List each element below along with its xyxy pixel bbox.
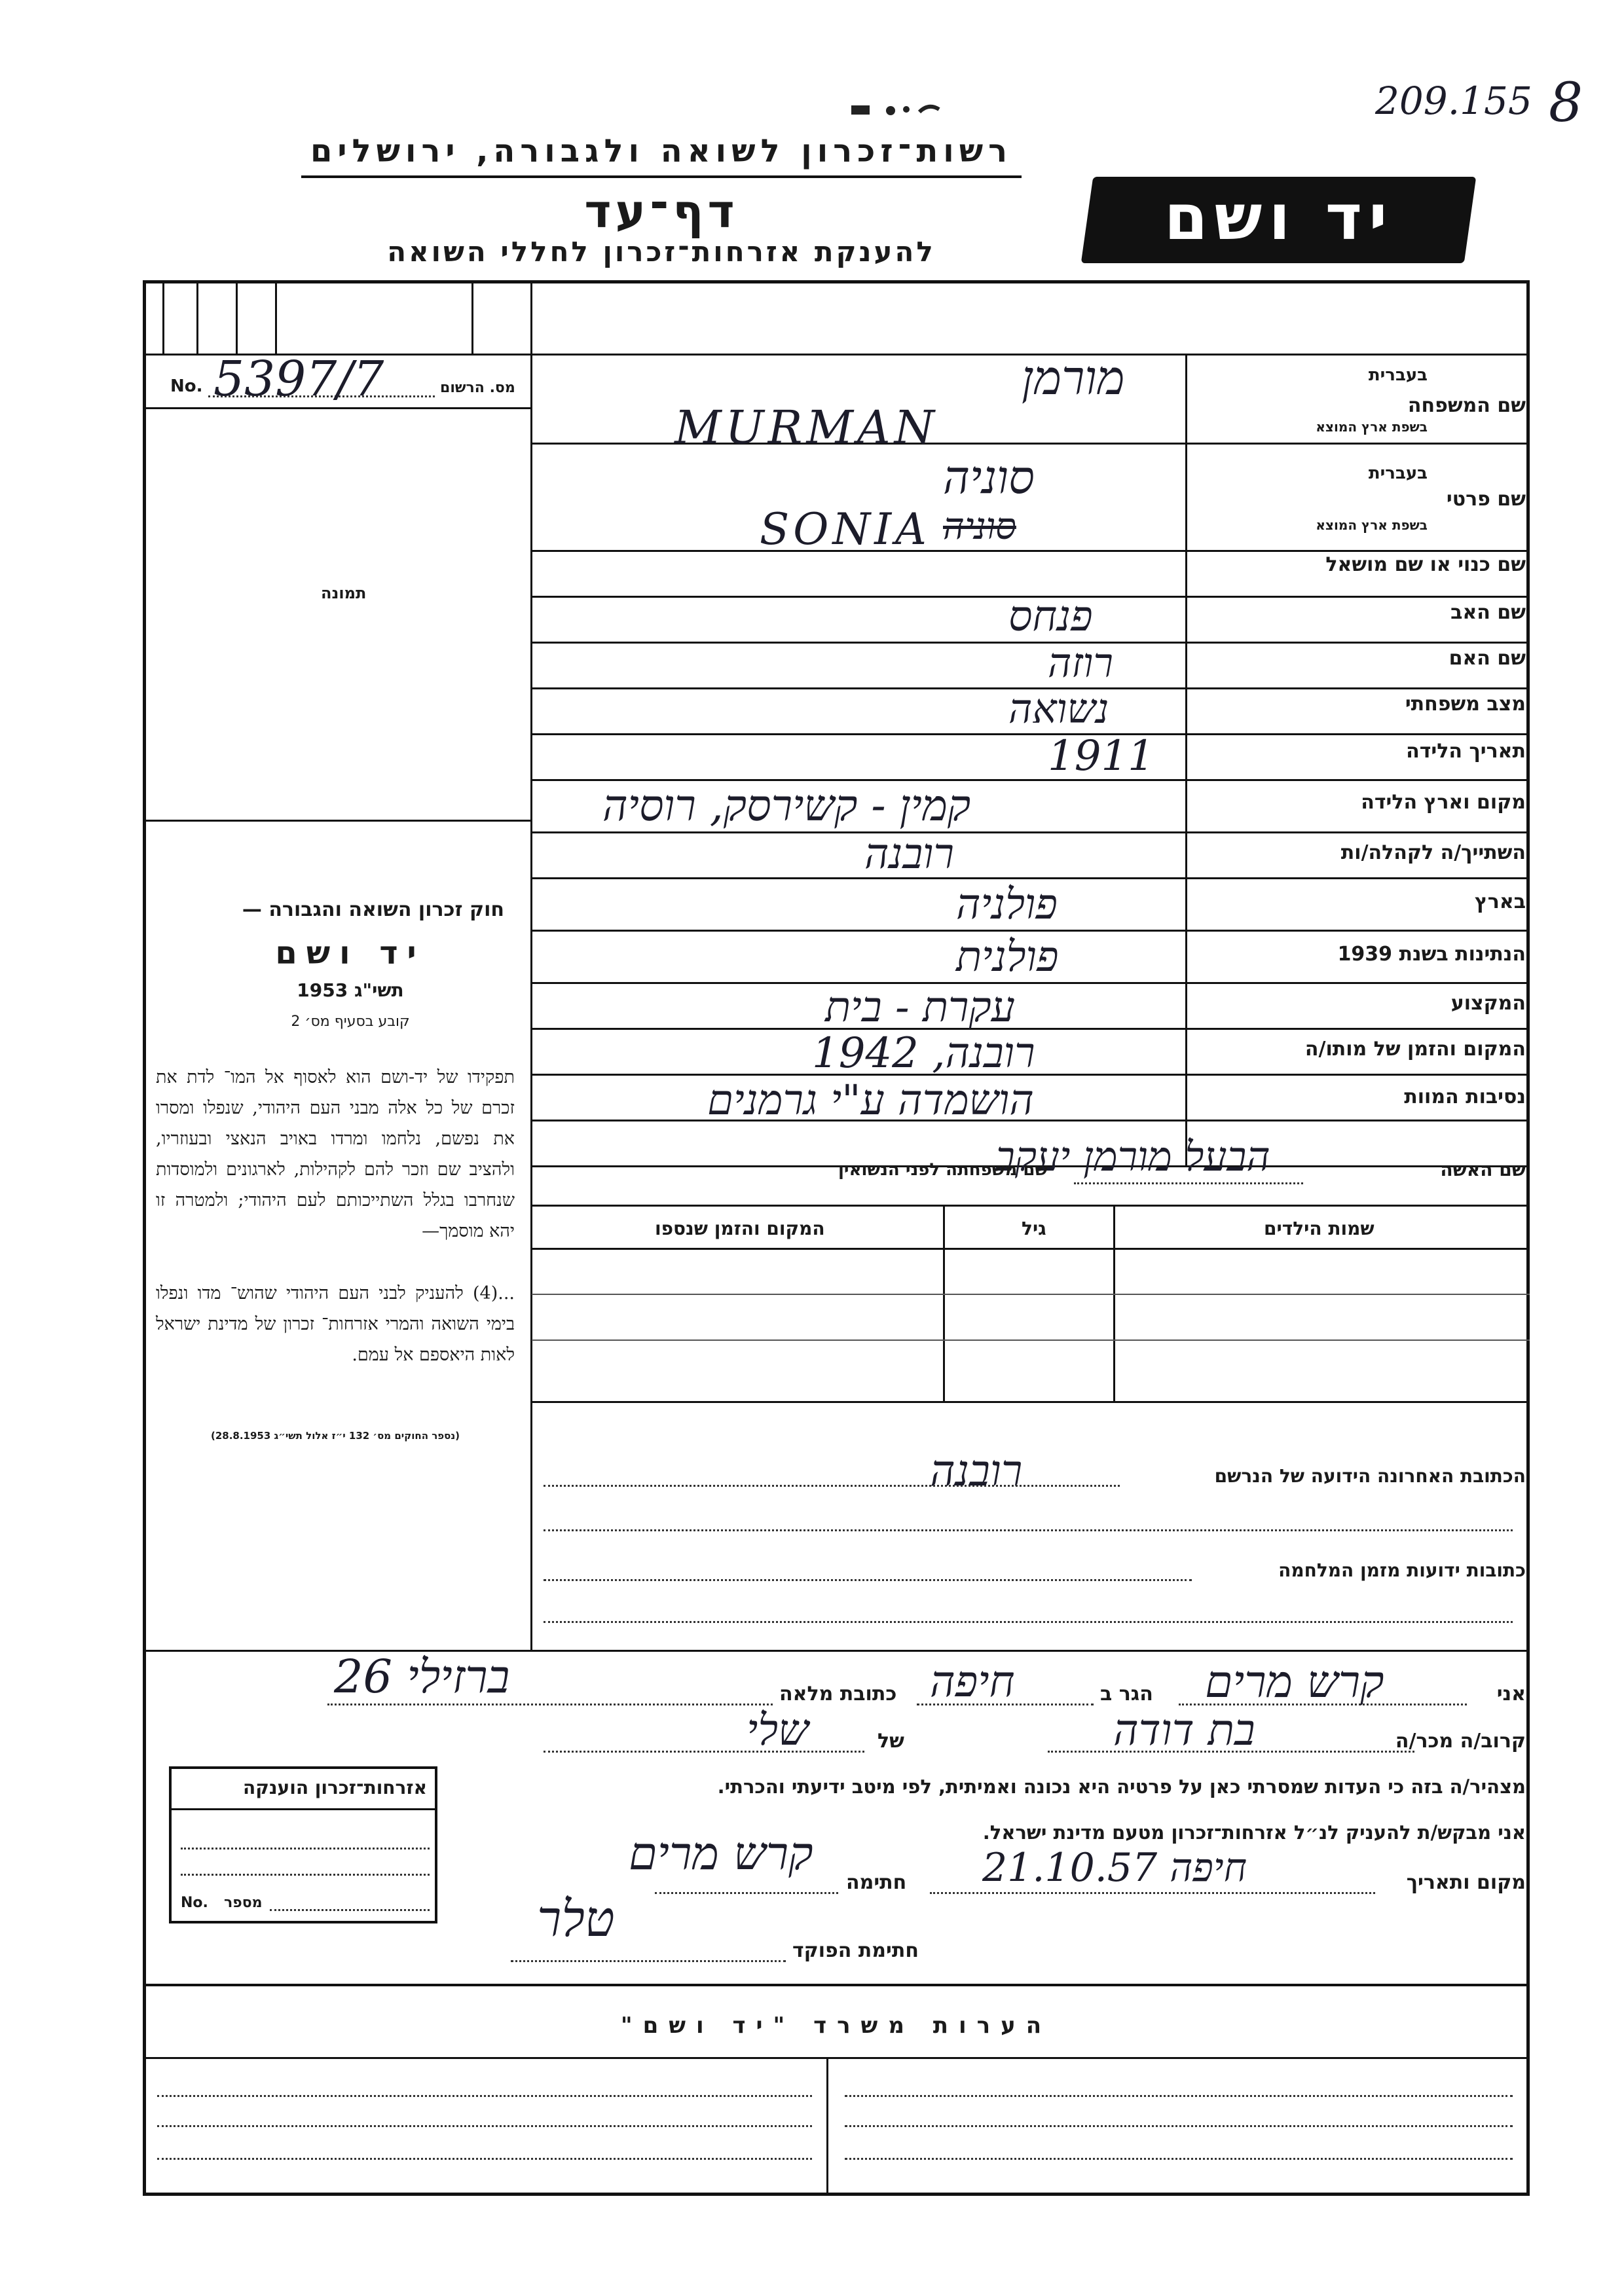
registration-no-label: No. (170, 376, 203, 396)
father-name-value[interactable]: פנחס (1008, 592, 1093, 641)
signature-label: חתימה (846, 1871, 907, 1894)
children-names-header: שמות הילדים (1264, 1218, 1375, 1239)
spouse-label: שם האשה (1440, 1159, 1526, 1180)
spouse-value[interactable]: הבעל מורמן יעקב (995, 1133, 1270, 1180)
request-text: אני מבקש/ת להעניק לנ״ל אזרחות־זכרון מטעם מדינת ישראל. (982, 1821, 1526, 1844)
photo-label: תמונה (321, 584, 367, 602)
death-circumstances-value[interactable]: הושמדה ע"י גרמנים (707, 1076, 1034, 1125)
death-place-time-label: המקום והזמן של מותו/ה (1304, 1038, 1526, 1061)
children-row[interactable] (532, 1295, 1530, 1338)
family-name-latin-value[interactable]: MURMAN (674, 401, 938, 454)
family-name-hebrew-sublabel: בעברית (1368, 365, 1428, 385)
corner-mark: 8 (1549, 72, 1583, 134)
logo-text: יד ושם (1164, 181, 1394, 254)
first-name-hebrew-sublabel: בעברית (1368, 464, 1428, 483)
of-label: של (877, 1730, 904, 1753)
spouse-suffix-label: שם משפחתה לפני הנשואין (838, 1160, 1048, 1180)
children-row[interactable] (532, 1341, 1530, 1400)
first-name-latin-value[interactable]: SONIA (760, 504, 931, 555)
declarant-signature[interactable]: קרש מרים (629, 1827, 813, 1880)
nationality-1939-label: הנתינות בשנת 1939 (1337, 943, 1526, 966)
family-name-origin-sublabel: בשפת ארץ המוצא (1316, 419, 1428, 435)
marital-status-value[interactable]: נשואה (1008, 685, 1109, 733)
first-name-hebrew-value[interactable]: סוניה (943, 450, 1035, 504)
law-name: יד ושם (275, 935, 426, 972)
community-label: השתייך/ה לקהלה/ות (1340, 841, 1526, 864)
community-value[interactable]: רובנה (864, 830, 954, 879)
children-age-header: גיל (1022, 1218, 1046, 1239)
archive-number: 209.155 (1375, 79, 1532, 123)
law-title: חוק זכרון השואה והגבורה — (242, 898, 504, 921)
profession-value[interactable]: עקרת - בית (825, 983, 1015, 1032)
place-date-value[interactable]: חיפה 21.10.57 (982, 1845, 1247, 1891)
profession-label: המקצוע (1450, 992, 1526, 1015)
birth-date-value[interactable]: 1911 (1048, 732, 1154, 780)
citizenship-granted-box (169, 1766, 437, 1923)
mother-name-label: שם האם (1449, 647, 1526, 670)
first-name-struck-value: סוניה (943, 505, 1016, 548)
header-ink-mark (851, 101, 943, 117)
declarant-full-address[interactable]: ברזילי 26 (334, 1650, 510, 1704)
declarant-i-label: אני (1496, 1683, 1526, 1705)
death-circumstances-label: נסיבות המוות (1404, 1085, 1526, 1108)
law-text-1: תפקידו של יד-ושם הוא לאסוף אל המו־ לדת את זכרם של כל אלה מבני העם היהודי, שנפלו ומסרו את נפשם, נלחמו ומרדו באויב הנאצי ובעוזריו, ולהציב שם וזכר להם לקהילות, לארגונים ולמוסדות שנחרבו בגלל השתייכותם לעם היהודי; ולמטרה זו יהא מוסמך— (156, 1067, 515, 1241)
children-place-time-header: המקום והזמן שנספו (655, 1218, 825, 1239)
nationality-1939-value[interactable]: פולנית (956, 933, 1059, 981)
birth-place-value[interactable]: קמין - קשירסק, רוסיה (602, 780, 971, 831)
declarant-city[interactable]: חיפה (930, 1656, 1015, 1707)
father-name-label: שם האב (1450, 601, 1526, 624)
birth-place-label: מקום וארץ הלידה (1361, 791, 1526, 814)
law-year: תשי"ג 1953 (297, 979, 404, 1001)
registration-number: 5397/7 (213, 351, 384, 407)
first-name-label: שם פרטי (1446, 488, 1526, 511)
death-place-time-value[interactable]: רובנה, 1942 (812, 1029, 1035, 1078)
declaration-text: מצהיר/ה בזה כי העדות שמסרתי כאן על פרטיה היא נכונה ואמיתית, לפי מיטב ידיעתי והכרתי. (717, 1776, 1526, 1798)
last-address-label: הכתובת האחרונה הידועה של הנרשם (1214, 1465, 1526, 1487)
family-name-label: שם המשפחה (1407, 394, 1526, 417)
lives-in-label: הגר ב (1100, 1683, 1153, 1705)
citizenship-box-no-label: No. (181, 1895, 208, 1911)
authority-name: רשות־זכרון לשואה ולגבורה, ירושלים (310, 133, 1013, 170)
registration-label: מס. הרשום (440, 380, 515, 396)
citizenship-box-title: אזרחות־זכרון הוענקה (243, 1777, 427, 1798)
full-address-label: כתובת מלאה (779, 1683, 897, 1705)
family-name-hebrew-value[interactable]: מורמן (1022, 350, 1125, 405)
mother-name-value[interactable]: רוזה (1048, 639, 1113, 687)
place-date-label: מקום ותאריך (1406, 1871, 1526, 1894)
citizenship-box-number-label: מספר (224, 1895, 263, 1911)
relation-label: קרוב/ה מכר/ה (1395, 1730, 1526, 1753)
office-notes-title: הערות משרד "יד ושם" (620, 2013, 1052, 2039)
yad-vashem-logo (1081, 177, 1477, 263)
marital-status-label: מצב משפחתי (1405, 693, 1526, 716)
wartime-addresses-label: כתובות ידועות מזמן המלחמה (1278, 1559, 1526, 1581)
form-subtitle: להענקת אזרחות־זכרון לחללי השואה (387, 236, 936, 268)
law-clause: קובע בסעיף מס׳ 2 (291, 1013, 410, 1030)
country-label: בארץ (1474, 890, 1526, 913)
country-value[interactable]: פולניה (956, 881, 1058, 929)
children-row[interactable] (532, 1249, 1530, 1292)
law-reference: (נספר החוקים מס׳ 132 י״ז אלול תשי״ג 28.8.1953) (210, 1430, 460, 1442)
nickname-label: שם כנוי או שם מושאל (1325, 553, 1526, 576)
law-text-2: ...(4) להעניק לבני העם היהודי שהוש־ מדו ונפלו בימי השואה והמרי אזרחות־ זכרון של מדינת ישראל לאות היאספם אל עמם. (156, 1283, 515, 1365)
relation-value[interactable]: בת דודה (1113, 1705, 1255, 1755)
last-address-value[interactable]: רובנה (930, 1446, 1023, 1496)
form-title: דף־עד (584, 185, 739, 238)
officer-signature[interactable]: טלר (537, 1889, 615, 1948)
declarant-name[interactable]: קרש מרים (1205, 1656, 1384, 1708)
of-value[interactable]: שלי (747, 1705, 809, 1755)
birth-date-label: תאריך הלידה (1406, 740, 1526, 763)
officer-signature-label-text: חתימת הפוקד (792, 1939, 919, 1962)
first-name-origin-sublabel: בשפת ארץ המוצא (1316, 517, 1428, 533)
